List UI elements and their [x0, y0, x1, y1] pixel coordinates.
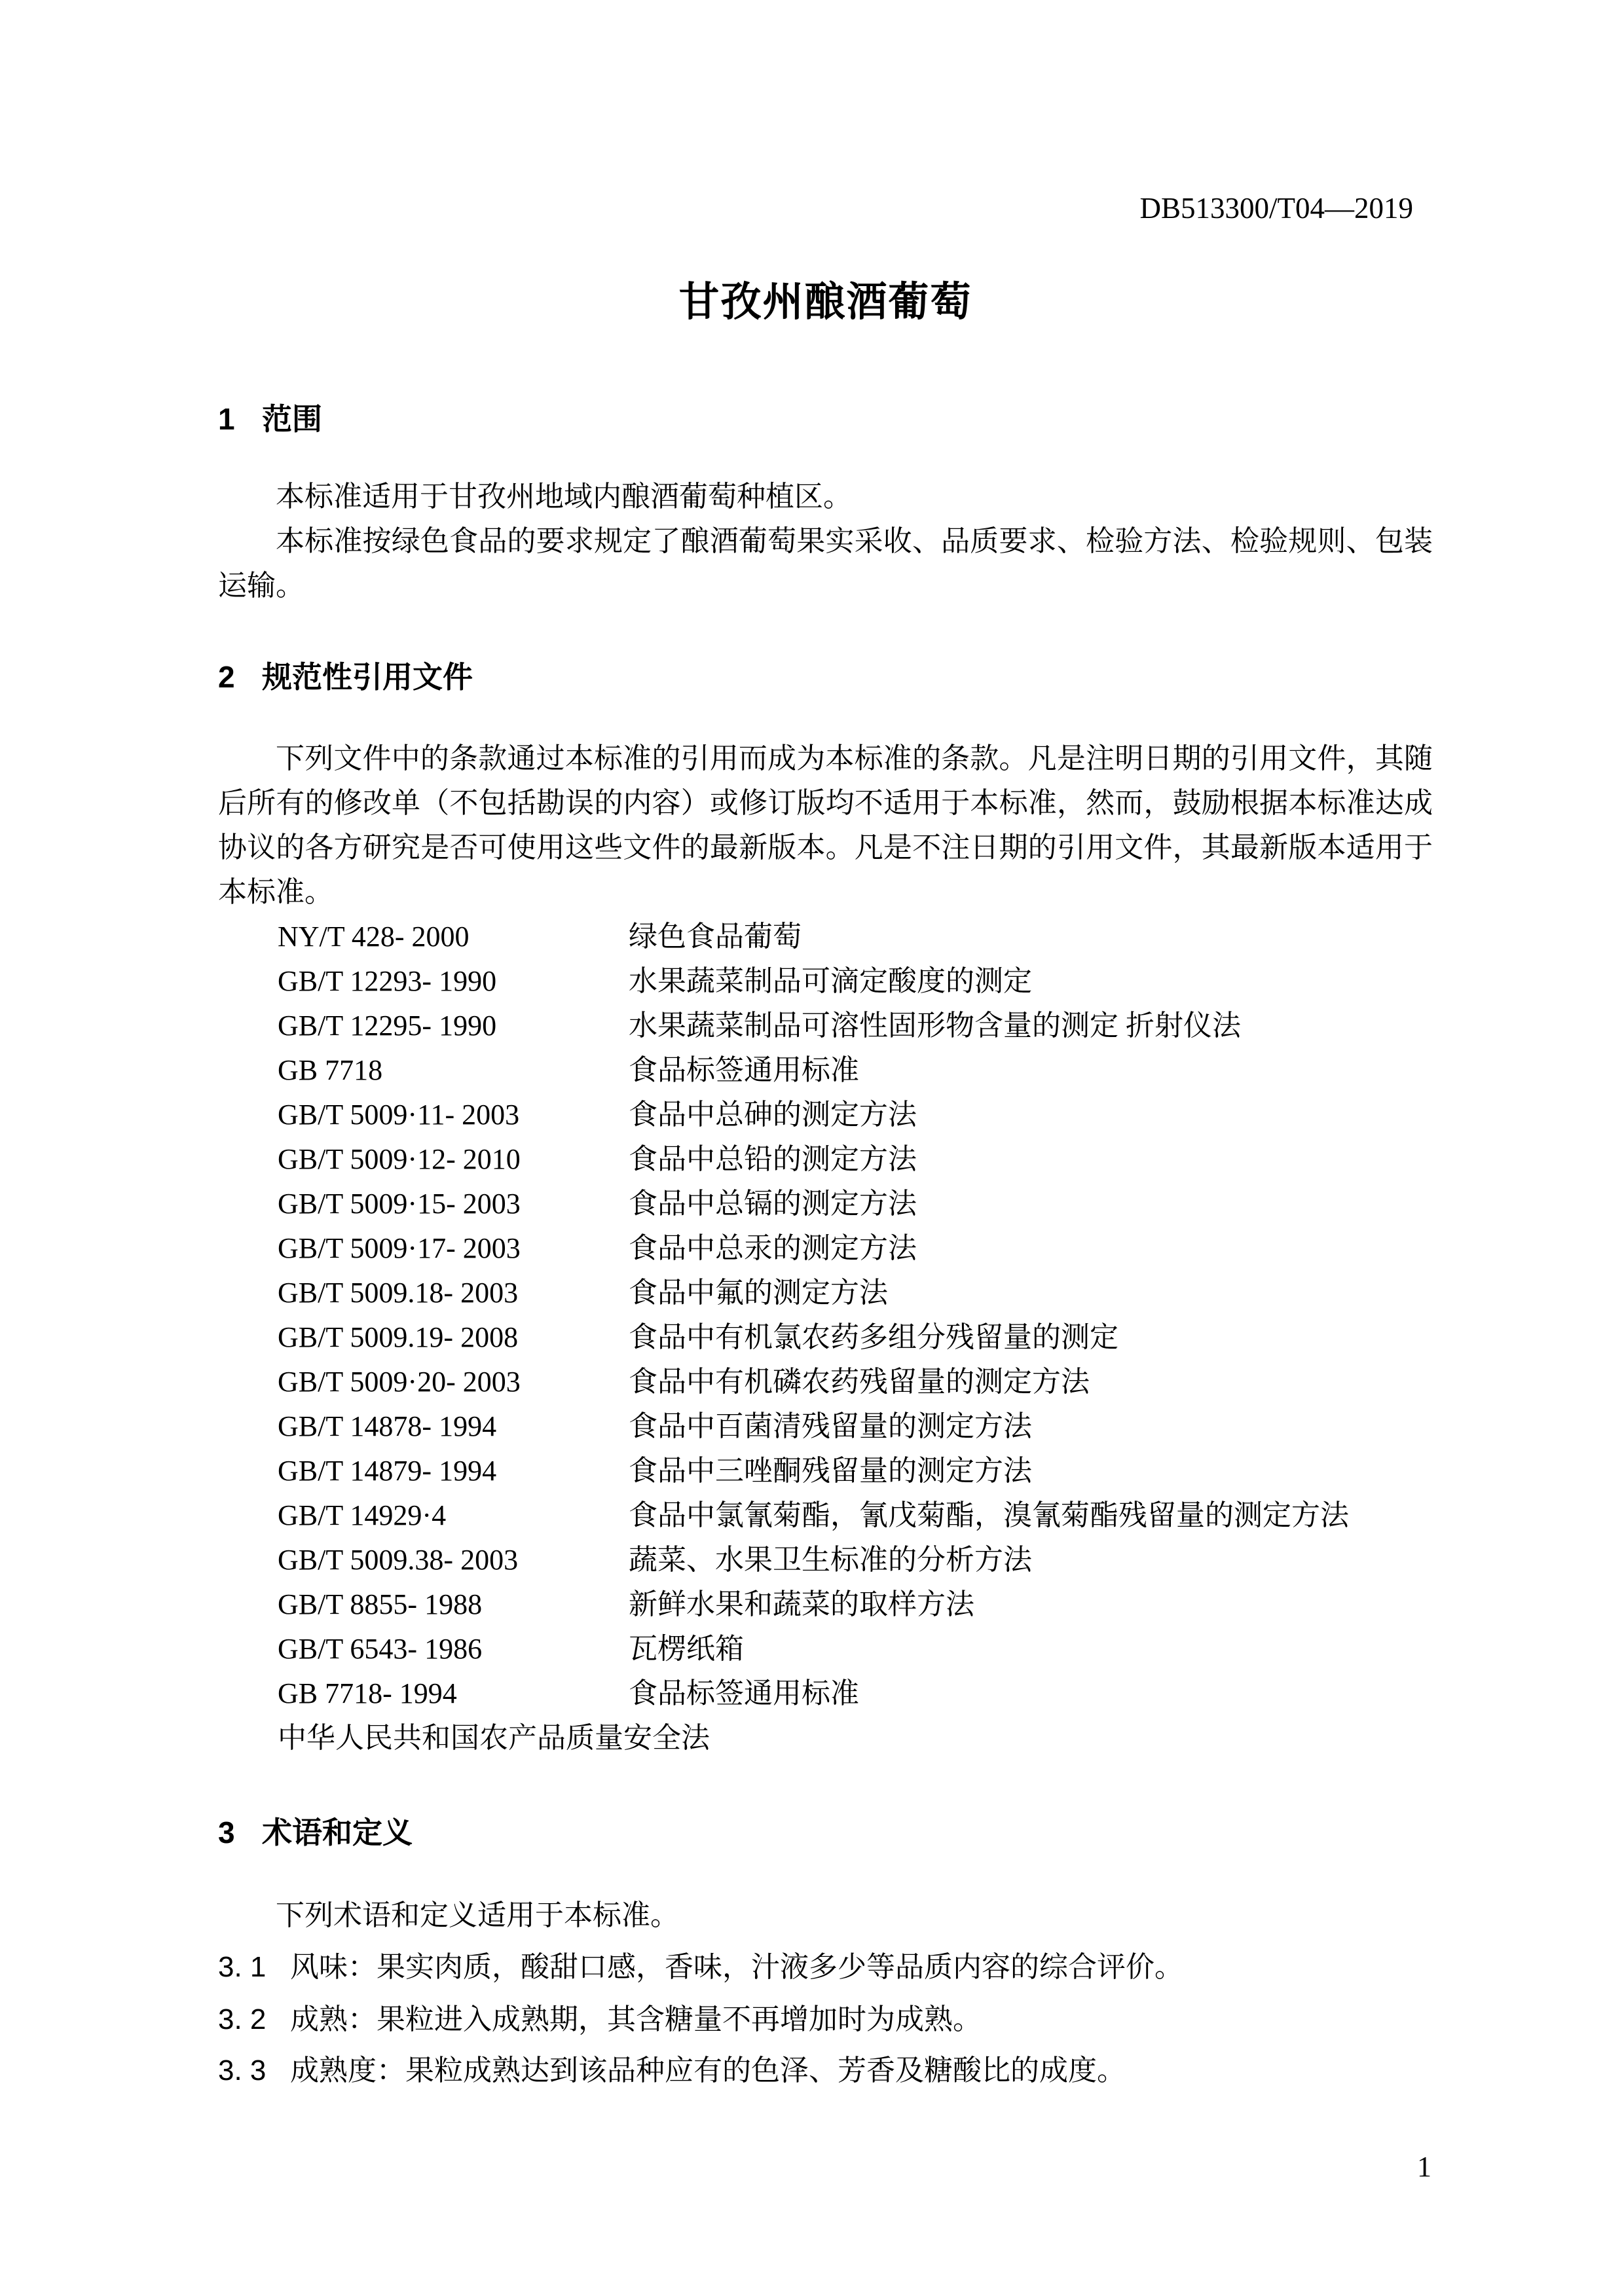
reference-title: 食品中三唑酮残留量的测定方法 [629, 1455, 1032, 1487]
reference-code: GB/T 14878- 1994 [278, 1410, 497, 1442]
reference-title: 绿色食品葡萄 [629, 920, 802, 953]
reference-code: GB/T 5009·20- 2003 [278, 1366, 521, 1398]
page-content [218, 0, 1433, 2093]
reference-row [218, 1271, 1433, 1315]
reference-row [218, 1671, 1433, 1716]
reference-code: GB/T 12295- 1990 [278, 1010, 497, 1042]
reference-title: 蔬菜、水果卫生标准的分析方法 [629, 1544, 1032, 1576]
term-definition-row [218, 2049, 1433, 2093]
reference-title: 水果蔬菜制品可溶性固形物含量的测定 折射仪法 [629, 1010, 1241, 1042]
section-1-heading [218, 397, 1433, 441]
reference-row [218, 1627, 1433, 1671]
term-definition-row [218, 1997, 1433, 2042]
reference-code: GB/T 12293- 1990 [278, 965, 497, 997]
term-text: 成熟度：果粒成熟达到该品种应有的色泽、芳香及糖酸比的成度。 [290, 2054, 1126, 2086]
section-3-number: 3 [218, 1815, 235, 1850]
section-1-body [218, 475, 1433, 608]
term-number: 3. 3 [218, 2054, 267, 2086]
reference-code: GB/T 6543- 1986 [278, 1633, 483, 1665]
reference-row [218, 1493, 1433, 1538]
reference-row [218, 1182, 1433, 1226]
reference-code: 中华人民共和国农产品质量安全法 [278, 1722, 710, 1754]
reference-row [218, 1404, 1433, 1449]
reference-code: GB/T 5009·17- 2003 [278, 1232, 521, 1264]
section-1-paragraph: 本标准适用于甘孜州地域内酿酒葡萄种植区。 [276, 481, 852, 513]
section-2-heading [218, 655, 1433, 699]
section-1-heading-label: 范围 [262, 402, 322, 436]
section-3-intro-paragraph: 下列术语和定义适用于本标准。 [276, 1899, 679, 1931]
reference-code: GB/T 5009·12- 2010 [278, 1143, 521, 1175]
page-number: 1 [1417, 2151, 1431, 2183]
section-2-heading-label: 规范性引用文件 [262, 660, 473, 694]
reference-title: 食品中有机氯农药多组分残留量的测定 [629, 1321, 1118, 1353]
reference-title: 食品中百菌清残留量的测定方法 [629, 1410, 1032, 1442]
reference-title: 食品中氯氰菊酯，氰戊菊酯，溴氰菊酯残留量的测定方法 [629, 1499, 1349, 1531]
reference-title: 食品中有机磷农药残留量的测定方法 [629, 1366, 1090, 1398]
section-3-heading-label: 术语和定义 [262, 1815, 413, 1850]
reference-row [218, 1093, 1433, 1137]
reference-title: 食品标签通用标准 [629, 1677, 859, 1709]
reference-row [218, 959, 1433, 1004]
section-2-number: 2 [218, 660, 235, 694]
reference-code: GB/T 5009·11- 2003 [278, 1099, 520, 1131]
reference-title: 食品中总镉的测定方法 [629, 1188, 917, 1220]
term-number: 3. 2 [218, 2003, 267, 2035]
reference-code: GB/T 5009.18- 2003 [278, 1277, 519, 1309]
reference-row [218, 1315, 1433, 1360]
reference-code: GB/T 5009.19- 2008 [278, 1321, 519, 1353]
reference-title: 瓦楞纸箱 [629, 1633, 744, 1665]
reference-code: GB/T 5009.38- 2003 [278, 1544, 519, 1576]
reference-code: GB/T 8855- 1988 [278, 1588, 483, 1620]
term-definition-row [218, 1945, 1433, 1990]
reference-code: GB/T 14929·4 [278, 1499, 447, 1531]
reference-row [218, 1048, 1433, 1093]
reference-row [218, 1716, 1433, 1760]
page-title: 甘孜州酿酒葡萄 [678, 280, 972, 325]
reference-code: GB 7718 [278, 1054, 383, 1086]
term-text: 成熟：果粒进入成熟期，其含糖量不再增加时为成熟。 [290, 2003, 982, 2035]
doc-number: DB513300/T04—2019 [1139, 192, 1413, 225]
reference-code: NY/T 428- 2000 [278, 920, 470, 953]
normative-references-list [218, 915, 1433, 1760]
reference-row [218, 1137, 1433, 1182]
reference-title [710, 1716, 1433, 1760]
reference-row [218, 1449, 1433, 1493]
section-2-intro-paragraph: 下列文件中的条款通过本标准的引用而成为本标准的条款。凡是注明日期的引用文件，其随后所有的修改单（不包括勘误的内容）或修订版均不适用于本标准，然而，鼓励根据本标准达成协议的各方研究是否可使用这些文件的最新版本。凡是不注日期的引用文件，其最新版本适用于本标准。 [218, 742, 1433, 908]
reference-code: GB/T 5009·15- 2003 [278, 1188, 521, 1220]
reference-title: 食品中总铅的测定方法 [629, 1143, 917, 1175]
reference-title: 新鲜水果和蔬菜的取样方法 [629, 1588, 974, 1620]
reference-row [218, 915, 1433, 959]
term-number: 3. 1 [218, 1951, 267, 1983]
reference-title: 食品标签通用标准 [629, 1054, 859, 1086]
reference-title: 食品中总砷的测定方法 [629, 1099, 917, 1131]
section-3-heading [218, 1810, 1433, 1855]
reference-row [218, 1582, 1433, 1627]
reference-code: GB 7718- 1994 [278, 1677, 457, 1709]
section-1-number: 1 [218, 402, 235, 436]
reference-row [218, 1004, 1433, 1048]
section-1-paragraph: 本标准按绿色食品的要求规定了酿酒葡萄果实采收、品质要求、检验方法、检验规则、包装运输。 [218, 525, 1433, 602]
reference-row [218, 1360, 1433, 1404]
reference-title: 食品中氟的测定方法 [629, 1277, 888, 1309]
reference-title: 水果蔬菜制品可滴定酸度的测定 [629, 965, 1032, 997]
term-text: 风味：果实肉质，酸甜口感，香味，汁液多少等品质内容的综合评价。 [290, 1951, 1183, 1983]
reference-code: GB/T 14879- 1994 [278, 1455, 497, 1487]
reference-row [218, 1226, 1433, 1271]
reference-row [218, 1538, 1433, 1582]
reference-title: 食品中总汞的测定方法 [629, 1232, 917, 1264]
